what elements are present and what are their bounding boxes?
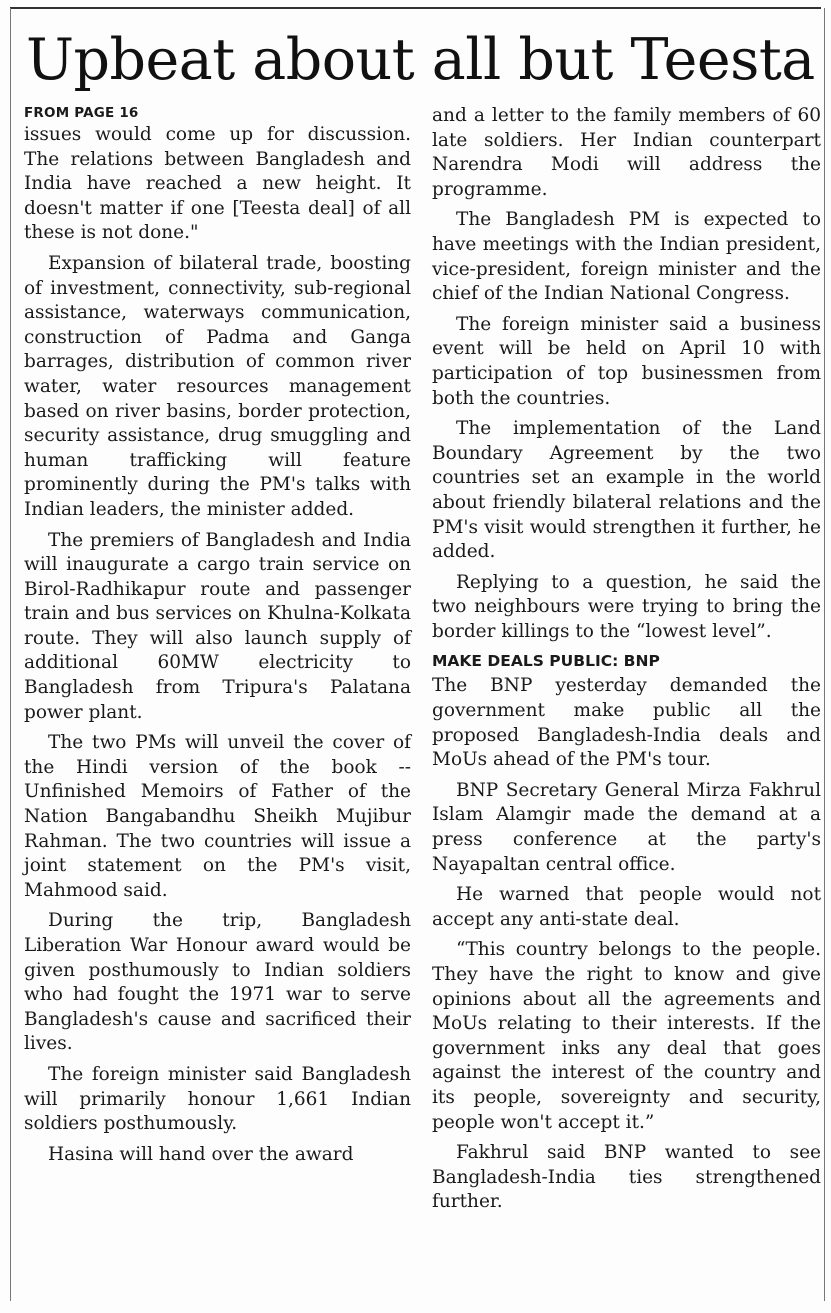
right-column <box>432 104 821 1221</box>
frame-right-border <box>824 8 825 1301</box>
jump-line: FROM PAGE 16 <box>24 105 139 121</box>
subhead: MAKE DEALS PUBLIC: BNP <box>432 652 660 671</box>
paragraph: and a letter to the family members of 60 late soldiers. Her Indian counterpart Narendra Modi will address the programme. <box>432 105 821 200</box>
paragraph: The Bangladesh PM is expected to have meetings with the Indian president, vice-president, foreign minister and the chief of the Indian National Congress. <box>432 209 821 305</box>
paragraph: issues would come up for discussion. The relations between Bangladesh and India have reached a new height. It doesn't matter if one [Teesta deal] of all these is not done." <box>24 124 411 244</box>
paragraph: The foreign minister said a business event will be held on April 10 with participation of top businessmen from both the countries. <box>432 313 821 409</box>
paragraph: The BNP yesterday demanded the government make public all the proposed Bangladesh-India deals and MoUs ahead of the PM's tour. <box>432 675 821 771</box>
paragraph: He warned that people would not accept any anti-state deal. <box>432 884 821 930</box>
paragraph: Replying to a question, he said the two neighbours were trying to bring the border killings to the “lowest level”. <box>432 571 821 642</box>
paragraph: The foreign minister said Bangladesh will primarily honour 1,661 Indian soldiers posthumously. <box>24 1063 411 1135</box>
paragraph: BNP Secretary General Mirza Fakhrul Islam Alamgir made the demand at a press conference at the party's Nayapaltan central office. <box>432 779 821 875</box>
paragraph: Hasina will hand over the award <box>48 1143 354 1165</box>
paragraph: The implementation of the Land Boundary Agreement by the two countries set an example in the world about friendly bilateral relations and the PM's visit would strengthen it further, he added. <box>432 418 821 563</box>
paragraph: The two PMs will unveil the cover of the Hindi version of the book -- Unfinished Memoirs of Father of the Nation Bangabandhu Sheikh Mujibur Rahman. The two countries will issue a joint statement on the PM's visit, Mahmood said. <box>24 732 411 901</box>
headline: Upbeat about all but Teesta <box>26 27 815 93</box>
top-rule <box>10 0 821 9</box>
paragraph: The premiers of Bangladesh and India will inaugurate a cargo train service on Birol-Radhikapur route and passenger train and bus services on Khulna-Kolkata route. They will also launch supply of additional 60MW electricity to Bangladesh from Tripura's Palatana power plant. <box>24 529 411 723</box>
paragraph: “This country belongs to the people. They have the right to know and give opinions about all the agreements and MoUs relating to their interests. If the government inks any deal that goes against the interest of the country and its people, sovereignty and security, people won't accept it.” <box>432 939 821 1133</box>
paragraph: During the trip, Bangladesh Liberation War Honour award would be given posthumously to Indian soldiers who had fought the 1971 war to serve Bangladesh's cause and sacrificed their lives. <box>24 910 411 1055</box>
paragraph: Expansion of bilateral trade, boosting of investment, connectivity, sub-regional assistance, waterways communication, construction of Padma and Ganga barrages, distribution of common river water, water resources management based on river basins, border protection, security assistance, drug smuggling and human trafficking will feature prominently during the PM's talks with Indian leaders, the minister added. <box>24 252 411 520</box>
left-column <box>24 104 411 1173</box>
paragraph: Fakhrul said BNP wanted to see Bangladesh-India ties strengthened further. <box>432 1142 821 1213</box>
frame-left-border <box>10 8 11 1301</box>
